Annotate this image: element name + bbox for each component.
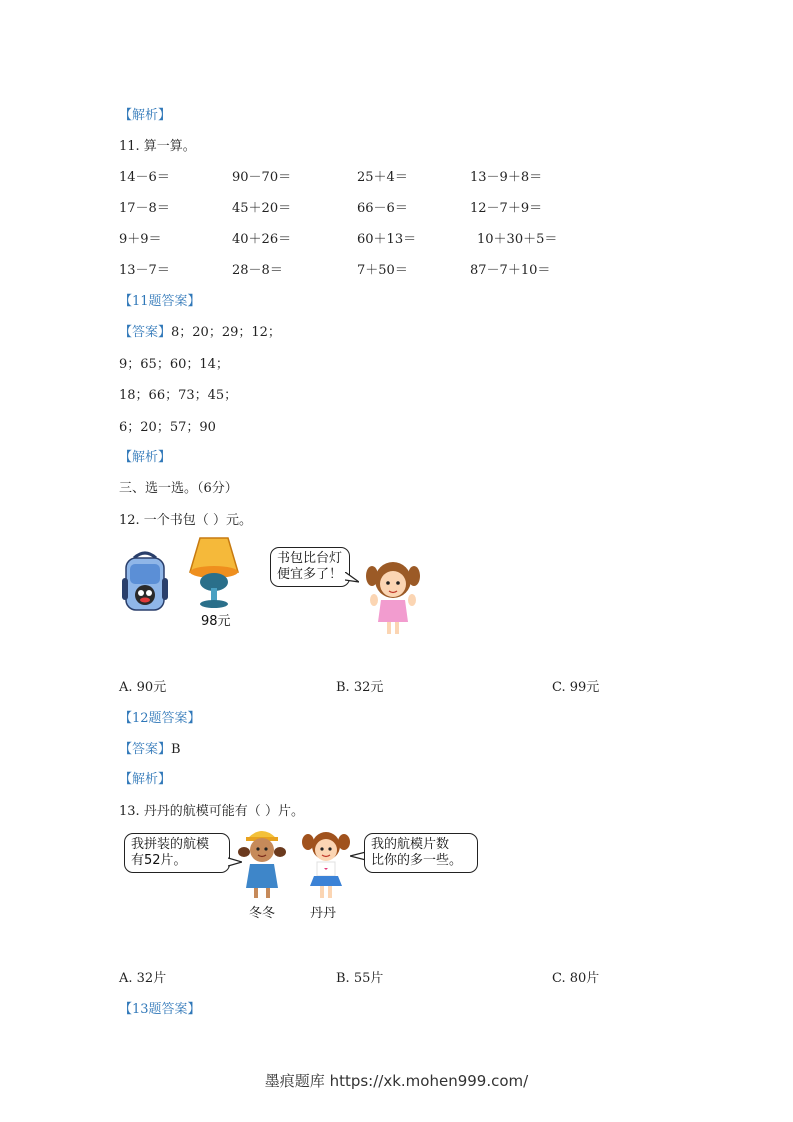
q11-row	[0, 166, 793, 186]
q11-cell: 40＋26＝	[232, 232, 292, 247]
q11-answer-header: 【11题答案】	[119, 294, 201, 309]
q11-cell: 13－7＝	[119, 263, 170, 278]
q11-cell: 9＋9＝	[119, 232, 162, 247]
q11-cell: 28－8＝	[232, 263, 283, 278]
q11-cell: 87－7＋10＝	[470, 263, 551, 278]
q11-cell: 17－8＝	[119, 201, 170, 216]
girl-illustration	[364, 556, 422, 638]
analysis-label: 【解析】	[119, 108, 172, 123]
lamp-price-label: 98元	[201, 614, 231, 629]
bubble-line: 我的航模片数	[371, 837, 450, 852]
boy-illustration	[236, 824, 288, 902]
question-11-title: 11. 算一算。	[119, 139, 196, 154]
name-label-right: 丹丹	[310, 906, 337, 921]
speech-bubble-left	[124, 833, 230, 873]
q11-answer-line: 9；65；60；14；	[119, 357, 229, 372]
q11-cell: 7＋50＝	[357, 263, 408, 278]
q11-row	[0, 197, 793, 217]
q12-answer-header: 【12题答案】	[119, 711, 201, 726]
answer-text: B	[171, 742, 181, 757]
question-13-title: 13. 丹丹的航模可能有（ ）片。	[119, 804, 304, 819]
q13-option-a: A. 32片	[119, 971, 167, 986]
q11-answer-line	[119, 321, 281, 340]
section-3-title: 三、选一选。（6分）	[119, 481, 238, 496]
answer-tag: 【答案】	[119, 742, 172, 757]
q12-option-c: C. 99元	[552, 680, 600, 695]
answer-tag: 【答案】	[119, 325, 172, 340]
speech-bubble	[270, 547, 350, 587]
bubble-line: 书包比台灯	[277, 551, 343, 566]
footer-watermark: 墨痕题库 https://xk.mohen999.com/	[264, 1072, 529, 1090]
bubble-tail	[345, 572, 357, 584]
q11-cell: 10＋30＋5＝	[477, 232, 558, 247]
q11-answer-line: 18；66；73；45；	[119, 388, 238, 403]
q11-cell: 45＋20＝	[232, 201, 292, 216]
q12-answer-line	[119, 738, 181, 757]
q11-answer-line: 6；20；57；90	[119, 420, 216, 435]
bubble-line: 有52片。	[131, 853, 187, 868]
bubble-line: 便宜多了！	[277, 567, 343, 582]
q11-cell: 60＋13＝	[357, 232, 417, 247]
q11-cell: 14－6＝	[119, 170, 170, 185]
q13-option-b: B. 55片	[336, 971, 384, 986]
q11-cell: 12－7＋9＝	[470, 201, 543, 216]
bubble-line: 我拼装的航模	[131, 837, 210, 852]
bubble-tail	[350, 850, 364, 862]
lamp-illustration	[186, 534, 242, 610]
analysis-label: 【解析】	[119, 772, 172, 787]
girl-2-illustration	[300, 826, 352, 902]
speech-bubble-right	[364, 833, 478, 873]
q11-cell: 13－9＋8＝	[470, 170, 543, 185]
q11-cell: 66－6＝	[357, 201, 408, 216]
q13-option-c: C. 80片	[552, 971, 600, 986]
q11-row	[0, 228, 793, 248]
analysis-label: 【解析】	[119, 450, 172, 465]
q11-cell: 25＋4＝	[357, 170, 408, 185]
q11-row	[0, 259, 793, 279]
q11-cell: 90－70＝	[232, 170, 292, 185]
question-12-title: 12. 一个书包（ ）元。	[119, 513, 252, 528]
backpack-illustration	[120, 548, 170, 614]
bubble-line: 比你的多一些。	[371, 853, 463, 868]
q12-option-a: A. 90元	[119, 680, 167, 695]
name-label-left: 冬冬	[249, 906, 276, 921]
q12-option-b: B. 32元	[336, 680, 384, 695]
q13-answer-header: 【13题答案】	[119, 1002, 201, 1017]
answer-text: 8；20；29；12；	[171, 325, 281, 340]
